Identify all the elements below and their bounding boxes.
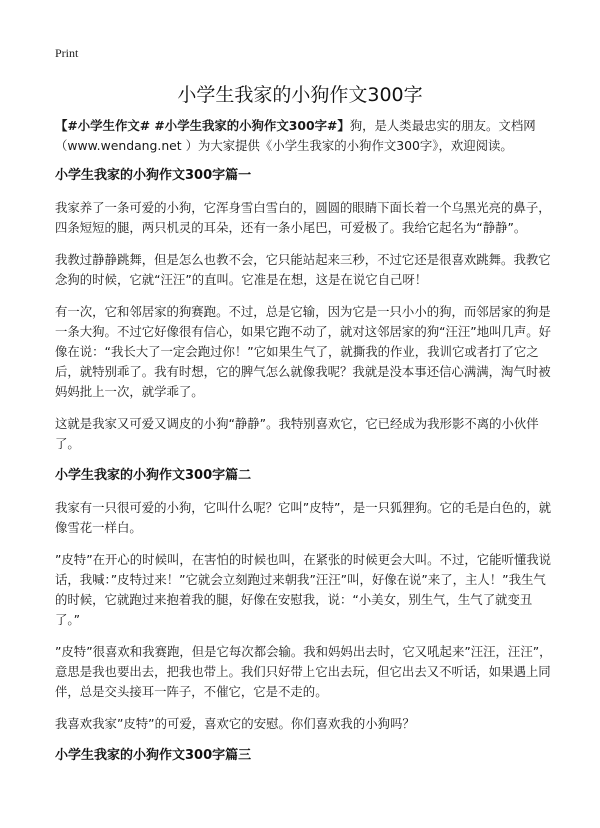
paragraph: ”皮特”在开心的时候叫，在害怕的时候也叫，在紧张的时候更会大叫。不过，它能听懂我说话，我喊：”皮特过来！”它就会立刻跑过来朝我”汪汪”叫，好像在说”来了，主人！”我生气的时候，它就跑过来抱着我的腿，好像在安慰我，说：“小美女，别生气，生气了就变丑了。”: [55, 552, 552, 627]
section-heading-2: 小学生我家的小狗作文300字篇二: [55, 468, 252, 483]
intro-text: 狗，是人类最忠实的朋友。文档网（www.wendang.net ）为大家提供《小学生我家的小狗作文300字》，欢迎阅读。: [55, 118, 536, 153]
paragraph: 我喜欢我家”皮特”的可爱，喜欢它的安慰。你们喜欢我的小狗吗？: [55, 716, 415, 731]
page-title: 小学生我家的小狗作文300字: [177, 84, 423, 106]
paragraph: 我家养了一条可爱的小狗，它浑身雪白雪白的，圆圆的眼睛下面长着一个乌黑光亮的鼻子，四条短短的腿，两只机灵的耳朵，还有一条小尾巴，可爱极了。我给它起名为“静静”。: [55, 200, 551, 235]
paragraph: 这就是我家又可爱又调皮的小狗“静静”。我特别喜欢它，它已经成为我形影不离的小伙伴了。: [55, 416, 539, 451]
section-heading-3: 小学生我家的小狗作文300字篇三: [55, 748, 252, 763]
paragraph: 有一次，它和邻居家的狗赛跑。不过，总是它输，因为它是一只小小的狗，而邻居家的狗是一条大狗。不过它好像很有信心，如果它跑不动了，就对这邻居家的狗“汪汪”地叫几声。好像在说：“我长大了一定会跑过你！”它如果生气了，就撕我的作业，我训它或者打了它之后，就特别乖了。我有时想，它的脾气怎么就像我呢？我就是没本事还信心满满，淘气时被妈妈批上一次，就学乖了。: [55, 304, 552, 399]
intro-tags: 【#小学生作文# #小学生我家的小狗作文300字#】: [55, 118, 350, 133]
paragraph: 我家有一只很可爱的小狗，它叫什么呢？它叫”皮特”，是一只狐狸狗。它的毛是白色的，就像雪花一样白。: [55, 500, 552, 535]
paragraph: 我教过静静跳舞，但是怎么也教不会，它只能站起来三秒，不过它还是很喜欢跳舞。我教它念狗的时候，它就“汪汪”的直叫。它准是在想，这是在说它自己呀！: [55, 252, 551, 287]
section-heading-1: 小学生我家的小狗作文300字篇一: [55, 168, 252, 183]
article-body: [55, 116, 555, 778]
intro-paragraph: [55, 116, 555, 156]
print-label: Print: [55, 46, 79, 60]
paragraph: ”皮特”很喜欢和我赛跑，但是它每次都会输。我和妈妈出去时，它又吼起来”汪汪，汪汪”，意思是我也要出去，把我也带上。我们只好带上它出去玩，但它出去又不听话，如果遇上同伴，总是交头接耳一阵子，不催它，它是不走的。: [55, 644, 552, 699]
